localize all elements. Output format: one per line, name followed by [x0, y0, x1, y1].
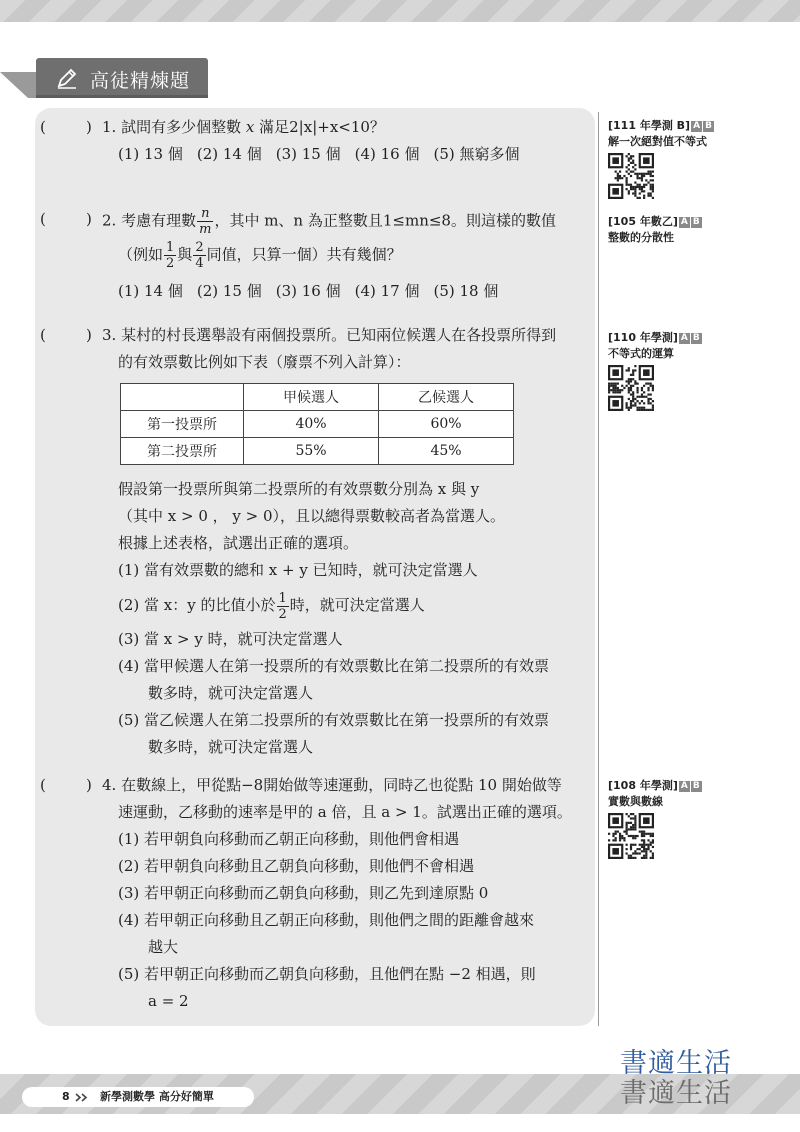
- table-header-cell: 乙候選人: [379, 384, 514, 411]
- header-tab-decoration: [0, 72, 40, 98]
- page-footer: [22, 1087, 254, 1107]
- qr-code-icon[interactable]: [608, 365, 654, 411]
- option: (5) 18 個: [433, 282, 499, 300]
- exam-tag: [110 年學測]: [608, 331, 678, 344]
- option: (1) 13 個: [118, 145, 183, 163]
- book-title: 新學測數學 高分好簡單: [100, 1090, 214, 1103]
- question-number: 1.: [102, 118, 117, 136]
- double-chevron-icon: [75, 1093, 89, 1102]
- option: (3) 若甲朝正向移動而乙朝負向移動，則乙先到達原點 0: [118, 884, 489, 902]
- topic-label: 不等式的運算: [608, 347, 674, 360]
- vote-ratio-table: [120, 383, 514, 465]
- question-2-options: [102, 278, 582, 305]
- table-header-cell: [121, 384, 244, 411]
- table-cell: 第二投票所: [121, 438, 244, 465]
- table-cell: 45%: [379, 438, 514, 465]
- option: (1) 當有效票數的總和 x + y 已知時，就可決定當選人: [118, 561, 478, 579]
- option: (5) 當乙候選人在第二投票所的有效票數比在第一投票所的有效票: [118, 711, 550, 729]
- side-note-2: [608, 214, 702, 246]
- page-number: 8: [62, 1090, 70, 1103]
- question-4-body: 4. 在數線上，甲從點−8開始做等速運動，同時乙也從點 10 開始做等 速運動，乙移動的速率是甲的 a 倍，且 a > 1。試選出正確的選項。 (1) 若甲朝負向移動而乙朝正向移動，則他們會相遇 (2) 若甲朝負向移動且乙朝負向移動，則他們不會相遇 (3) 若甲朝正向移動而乙朝負向移動，則乙先到達原點 0 (4) 若甲朝正向移動且乙朝正向移動，則他們之間的距離會越來 越大 (5) 若甲朝正向移動而乙朝負向移動，且他們在點 −2 相遇，則 a = 2: [102, 772, 582, 1015]
- table-cell: 40%: [244, 411, 379, 438]
- option: (2) 14 個: [196, 145, 262, 163]
- option: (3) 當 x > y 時，就可決定當選人: [118, 630, 343, 648]
- option: (5) 若甲朝正向移動而乙朝負向移動，且他們在點 −2 相遇，則: [118, 965, 536, 983]
- badge-a: A: [679, 333, 690, 344]
- question-number: 4.: [102, 776, 117, 794]
- exam-tag: [108 年學測]: [608, 779, 678, 792]
- option: (2) 15 個: [196, 282, 262, 300]
- table-cell: 55%: [244, 438, 379, 465]
- badge-a: A: [679, 217, 690, 228]
- option: (4) 16 個: [354, 145, 420, 163]
- question-number: 2.: [102, 211, 117, 230]
- topic-label: 整數的分散性: [608, 231, 674, 244]
- question-3-body: 3. 某村的村長選舉設有兩個投票所。已知兩位候選人在各投票所得到 的有效票數比例如下表（廢票不列入計算）：: [102, 326, 557, 371]
- option: (2) 若甲朝負向移動且乙朝負向移動，則他們不會相遇: [118, 857, 475, 875]
- badge-b: B: [703, 121, 714, 132]
- badge-a: A: [691, 121, 702, 132]
- pen-icon: [56, 67, 78, 89]
- topic-label: 實數與數線: [608, 795, 663, 808]
- table-header-cell: 甲候選人: [244, 384, 379, 411]
- option: (4) 若甲朝正向移動且乙朝正向移動，則他們之間的距離會越來: [118, 911, 535, 929]
- table-header-row: [121, 384, 514, 411]
- question-1-body: 1. 試問有多少個整數 x 滿足2|x|+x<10？ (1) 13 個 (2) 14 個 (3) 15 個 (4) 16 個 (5) 無窮多個: [102, 114, 582, 168]
- badge-a: A: [679, 781, 690, 792]
- fraction-one-half: $\frac{1}{2}$: [166, 240, 175, 271]
- side-note-3: [608, 330, 702, 416]
- option: (5) 無窮多個: [433, 145, 520, 163]
- side-note-4: [608, 778, 702, 864]
- badge-b: B: [691, 781, 702, 792]
- option: (4) 當甲候選人在第一投票所的有效票數比在第二投票所的有效票: [118, 657, 550, 675]
- question-number: 3.: [102, 326, 117, 344]
- topic-label: 解一次絕對值不等式: [608, 135, 707, 148]
- table-cell: 60%: [379, 411, 514, 438]
- table-row: [121, 438, 514, 465]
- option: (3) 16 個: [275, 282, 341, 300]
- question-2-body: 2. 考慮有理數 $\frac{n}{m}$ ，其中 m、n 為正整數且1≤mn≤8。則這樣的數值 （例如 $\frac{1}{2}$ 與 $\frac{2}{4}$ 同值，只算一個）共有幾個？ (1) 14 個 (2) 15 個 (3) 16 個 (4) 17 個 (5) 18 個: [102, 206, 582, 305]
- fraction-one-half: $\frac{1}{2}$: [278, 590, 287, 622]
- top-band: [0, 0, 800, 22]
- option: (1) 14 個: [118, 282, 183, 300]
- fraction-two-fourths: $\frac{2}{4}$: [195, 240, 204, 271]
- qr-code-icon[interactable]: [608, 153, 654, 199]
- qr-code-icon[interactable]: [608, 813, 654, 859]
- side-note-1: [608, 118, 714, 204]
- section-title: 高徒精煉題: [90, 70, 191, 92]
- exam-tag: [105 年數乙]: [608, 215, 678, 228]
- watermark-shadow: 書適生活: [620, 1078, 732, 1109]
- option: (1) 若甲朝負向移動而乙朝正向移動，則他們會相遇: [118, 830, 460, 848]
- option: (2) 當 x：y 的比值小於 $\frac{1}{2}$ 時，就可決定當選人: [118, 590, 425, 622]
- badge-b: B: [691, 333, 702, 344]
- badge-b: B: [691, 217, 702, 228]
- question-1-options: [102, 141, 582, 168]
- option: (4) 17 個: [354, 282, 420, 300]
- table-row: [121, 411, 514, 438]
- fraction-n-over-m: $\frac{n}{m}$: [199, 206, 212, 237]
- exam-tag: [111 年學測 B]: [608, 119, 691, 132]
- margin-divider: [598, 112, 599, 1026]
- table-cell: 第一投票所: [121, 411, 244, 438]
- option: (3) 15 個: [275, 145, 341, 163]
- section-header: [0, 58, 210, 98]
- watermark: 書適生活: [620, 1048, 732, 1079]
